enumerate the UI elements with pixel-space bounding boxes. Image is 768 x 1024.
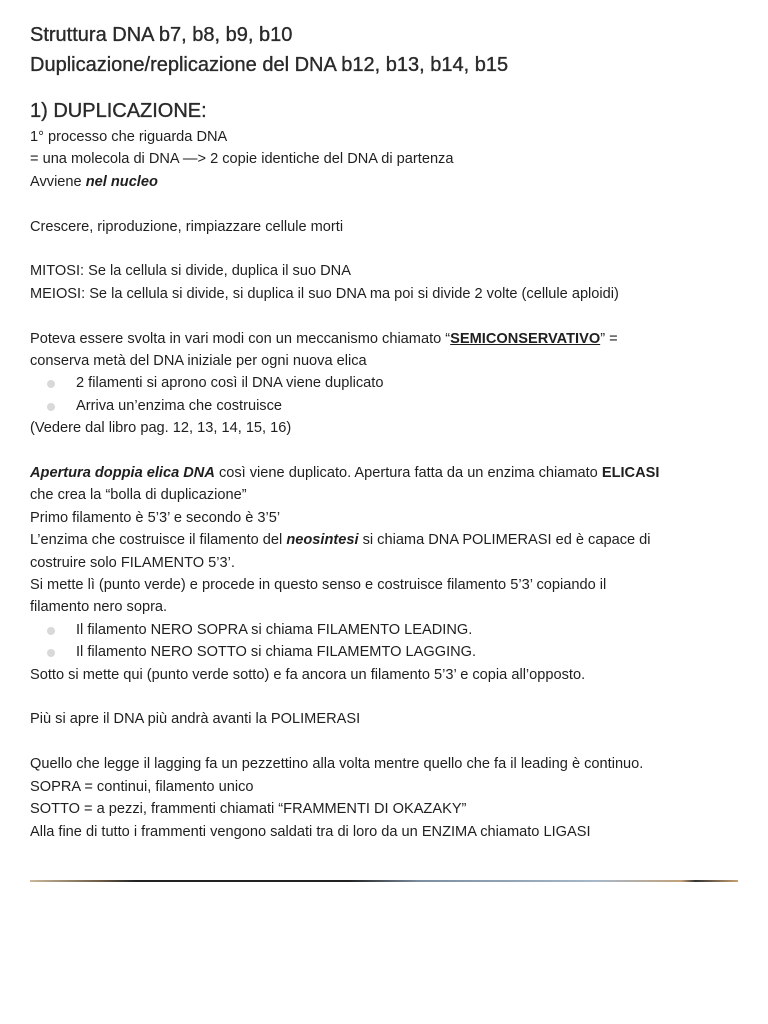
bullet-dot-icon [47, 403, 55, 411]
text-line: L’enzima che costruisce il filamento del neosintesi si chiama DNA POLIMERASI ed è capace di [30, 532, 651, 549]
text-line: Sotto si mette qui (punto verde sotto) e fa ancora un filamento 5’3’ e copia all’opposto. [30, 666, 586, 683]
document-body [30, 20, 742, 843]
list-item: Il filamento NERO SOTTO si chiama FILAMEMTO LAGGING. [30, 641, 742, 663]
emphasis-neosintesi: neosintesi [286, 532, 359, 549]
keyword-elicasi: ELICASI [601, 465, 660, 482]
text-line: filamento nero sopra. [30, 599, 168, 616]
text-line: (Vedere dal libro pag. 12, 13, 14, 15, 16) [30, 420, 292, 437]
text-line: SOTTO = a pezzi, frammenti chiamati “FRAMMENTI DI OKAZAKY” [30, 801, 467, 818]
text-line: che crea la “bolla di duplicazione” [30, 487, 247, 504]
emphasis-nel-nucleo: nel nucleo [85, 173, 158, 190]
list-item: Il filamento NERO SOPRA si chiama FILAMENTO LEADING. [30, 619, 742, 641]
text-line: Apertura doppia elica DNA così viene duplicato. Apertura fatta da un enzima chiamato ELICASI [30, 465, 660, 482]
emphasis-apertura: Apertura doppia elica DNA [30, 465, 215, 482]
text-line: Crescere, riproduzione, rimpiazzare cellule morti [30, 218, 344, 235]
text-line: Primo filamento è 5’3’ e secondo è 3’5’ [30, 509, 281, 526]
text-line: Avviene nel nucleo [30, 173, 158, 190]
text-line: = una molecola di DNA —> 2 copie identiche del DNA di partenza [30, 151, 454, 168]
bullet-dot-icon [47, 627, 55, 635]
bullet-dot-icon [47, 380, 55, 388]
section-heading: 1) DUPLICAZIONE: [30, 100, 207, 122]
document-title-line-2: Duplicazione/replicazione del DNA b12, b13, b14, b15 [30, 54, 509, 76]
horizontal-divider [30, 880, 738, 882]
text-line-mitosi: MITOSI: Se la cellula si divide, duplica il suo DNA [30, 263, 351, 280]
text-line: Poteva essere svolta in vari modi con un meccanismo chiamato “SEMICONSERVATIVO” = [30, 330, 618, 347]
text-line: Si mette lì (punto verde) e procede in questo senso e costruisce filamento 5’3’ copiando il [30, 577, 607, 594]
text-line: SOPRA = continui, filamento unico [30, 778, 254, 795]
text-line: 1° processo che riguarda DNA [30, 129, 228, 145]
text-line: Più si apre il DNA più andrà avanti la POLIMERASI [30, 711, 361, 728]
text-line: Quello che legge il lagging fa un pezzettino alla volta mentre quello che fa il leading è continuo. [30, 756, 644, 773]
document-title-line-1: Struttura DNA b7, b8, b9, b10 [30, 24, 293, 46]
keyword-semiconservativo: SEMICONSERVATIVO [450, 330, 601, 347]
list-item: 2 filamenti si aprono così il DNA viene duplicato [30, 372, 742, 394]
text-line: costruire solo FILAMENTO 5’3’. [30, 554, 235, 571]
text-line-meiosi: MEIOSI: Se la cellula si divide, si duplica il suo DNA ma poi si divide 2 volte (cellule aploidi) [30, 285, 619, 302]
list-item: Arriva un’enzima che costruisce [30, 395, 742, 417]
text-line: Alla fine di tutto i frammenti vengono saldati tra di loro da un ENZIMA chiamato LIGASI [30, 823, 591, 840]
text-line: conserva metà del DNA iniziale per ogni nuova elica [30, 353, 367, 370]
bullet-dot-icon [47, 649, 55, 657]
